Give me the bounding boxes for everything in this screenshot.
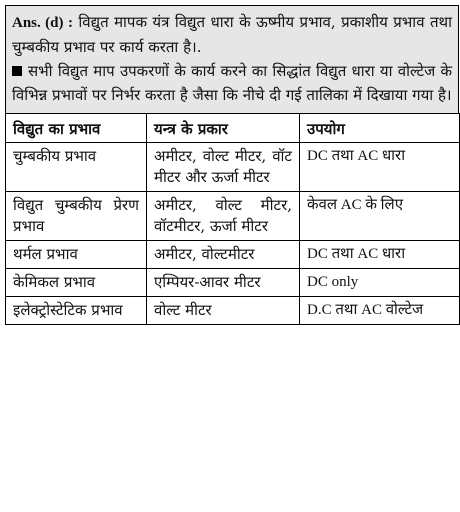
table-row bbox=[6, 143, 460, 192]
use-cell: केवल AC के लिए bbox=[300, 192, 460, 241]
effect-cell: चुम्बकीय प्रभाव bbox=[6, 143, 147, 192]
answer-principle-text: सभी विद्युत माप उपकरणों के कार्य करने का सिद्धांत विद्युत धारा या वोल्टेज के विभिन्न प्रभावों पर निर्भर करता है जैसा कि नीचे दी गई तालिका में दिखाया गया है। bbox=[12, 62, 452, 104]
table-row bbox=[6, 192, 460, 241]
use-cell: D.C तथा AC वोल्टेज bbox=[300, 297, 460, 325]
use-cell: DC तथा AC धारा bbox=[300, 241, 460, 269]
instrument-cell: वोल्ट मीटर bbox=[147, 297, 300, 325]
table-row bbox=[6, 297, 460, 325]
header-use: उपयोग bbox=[300, 114, 460, 143]
instrument-cell: अमीटर, वोल्ट मीटर, वॉट मीटर और ऊर्जा मीटर bbox=[147, 143, 300, 192]
effect-cell: इलेक्ट्रोस्टेटिक प्रभाव bbox=[6, 297, 147, 325]
answer-principle-paragraph bbox=[12, 59, 452, 107]
effect-cell: केमिकल प्रभाव bbox=[6, 269, 147, 297]
use-cell: DC तथा AC धारा bbox=[300, 143, 460, 192]
square-bullet-icon bbox=[12, 66, 22, 76]
effect-cell: थर्मल प्रभाव bbox=[6, 241, 147, 269]
answer-block bbox=[5, 5, 459, 113]
instrument-cell: अमीटर, वोल्टमीटर bbox=[147, 241, 300, 269]
header-instrument-type: यन्त्र के प्रकार bbox=[147, 114, 300, 143]
use-cell: DC only bbox=[300, 269, 460, 297]
table-row bbox=[6, 241, 460, 269]
answer-label: Ans. (d) : bbox=[12, 15, 73, 31]
answer-intro-paragraph bbox=[12, 10, 452, 59]
table-row bbox=[6, 269, 460, 297]
instrument-cell: अमीटर, वोल्ट मीटर, वॉटमीटर, ऊर्जा मीटर bbox=[147, 192, 300, 241]
table-header-row bbox=[6, 114, 460, 143]
instrument-cell: एम्पियर-आवर मीटर bbox=[147, 269, 300, 297]
answer-intro-text: विद्युत मापक यंत्र विद्युत धारा के ऊष्मीय प्रभाव, प्रकाशीय प्रभाव तथा चुम्बकीय प्रभाव पर कार्य करता है।. bbox=[12, 13, 452, 56]
effects-table bbox=[5, 113, 460, 325]
header-effect: विद्युत का प्रभाव bbox=[6, 114, 147, 143]
answer-document bbox=[5, 5, 459, 325]
effect-cell: विद्युत चुम्बकीय प्रेरण प्रभाव bbox=[6, 192, 147, 241]
